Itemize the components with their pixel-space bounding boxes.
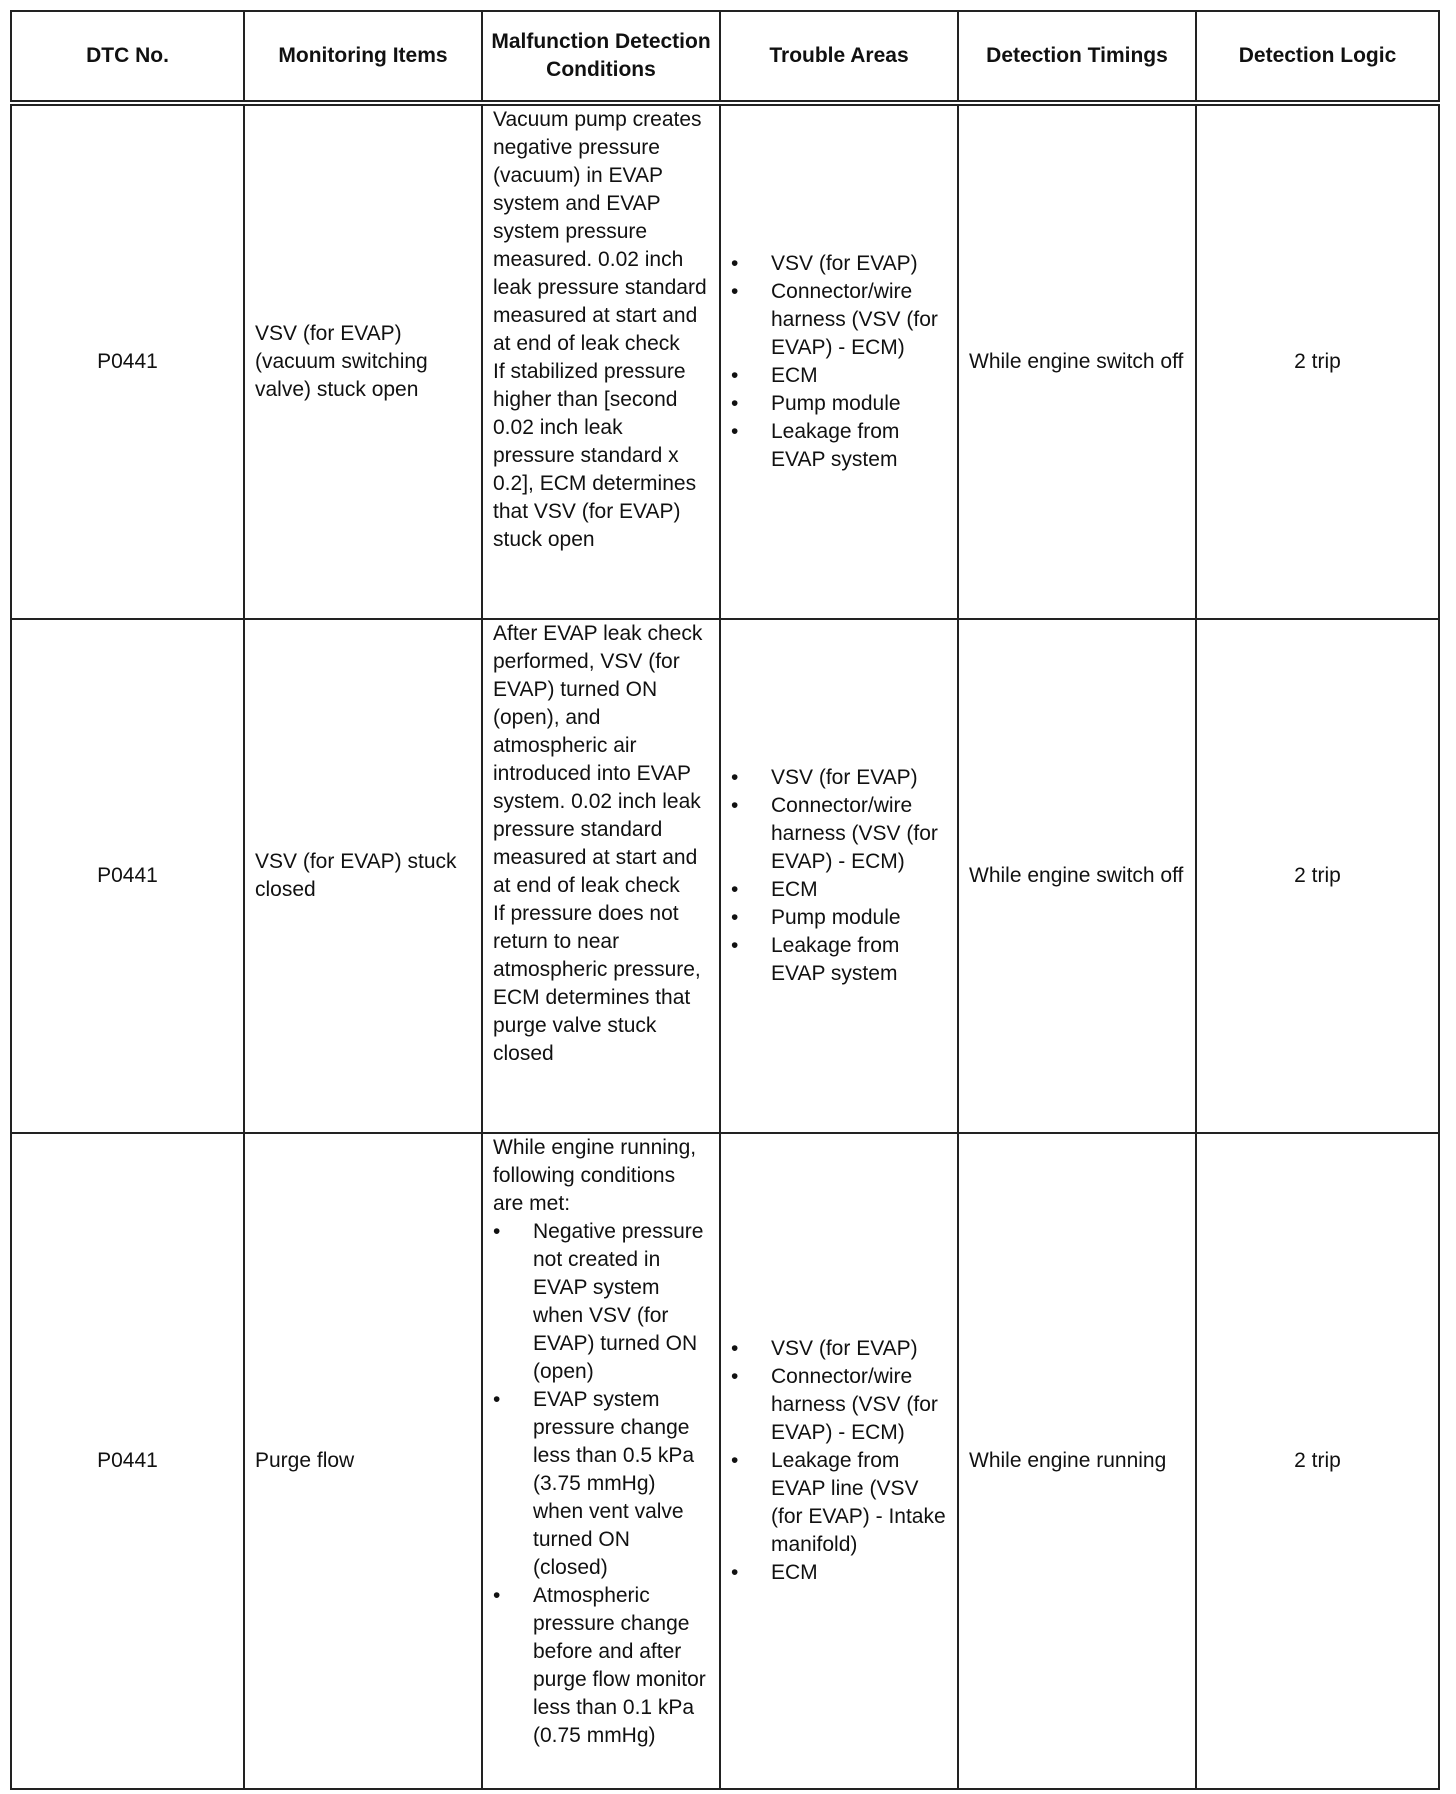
table-header-row — [11, 11, 1439, 103]
detection-timing-cell: While engine running — [958, 1133, 1196, 1789]
detection-logic-cell: 2 trip — [1196, 619, 1439, 1133]
list-item: • Leakage from EVAP system — [731, 932, 947, 988]
conditions-text: If pressure does not return to near atmospheric pressure, ECM determines that purge valve stuck closed — [493, 902, 701, 1065]
conditions-text: Vacuum pump creates negative pressure (vacuum) in EVAP system and EVAP system pressure measured. 0.02 inch leak pressure standard measured at start and at end of leak check — [493, 108, 707, 355]
header-trouble-areas: Trouble Areas — [720, 11, 958, 103]
list-item: • ECM — [731, 876, 947, 904]
monitoring-item-cell: VSV (for EVAP) stuck closed — [244, 619, 482, 1133]
detection-timing-cell: While engine switch off — [958, 619, 1196, 1133]
trouble-areas-list — [731, 250, 947, 474]
list-item: • Atmospheric pressure change before and after purge flow monitor less than 0.1 kPa (0.75 mmHg) — [493, 1582, 709, 1750]
list-item: • EVAP system pressure change less than 0.5 kPa (3.75 mmHg) when vent valve turned ON (closed) — [493, 1386, 709, 1582]
list-item: • VSV (for EVAP) — [731, 250, 947, 278]
dtc-table — [10, 10, 1440, 1790]
table-row — [11, 1133, 1439, 1789]
list-item: • Pump module — [731, 904, 947, 932]
detection-logic-cell: 2 trip — [1196, 103, 1439, 619]
list-item: • Leakage from EVAP system — [731, 418, 947, 474]
trouble-areas-cell — [720, 103, 958, 619]
list-item: • Connector/wire harness (VSV (for EVAP) - ECM) — [731, 1363, 947, 1447]
dtc-cell: P0441 — [11, 1133, 244, 1789]
conditions-cell — [482, 103, 720, 619]
dtc-cell: P0441 — [11, 103, 244, 619]
list-item: • VSV (for EVAP) — [731, 764, 947, 792]
header-malfunction-conditions: Malfunction Detection Conditions — [482, 11, 720, 103]
conditions-list — [493, 1218, 709, 1750]
conditions-text: After EVAP leak check performed, VSV (for EVAP) turned ON (open), and atmospheric air introduced into EVAP system. 0.02 inch leak pressure standard measured at start and at end of leak check — [493, 622, 703, 897]
dtc-cell: P0441 — [11, 619, 244, 1133]
header-detection-logic: Detection Logic — [1196, 11, 1439, 103]
trouble-areas-cell — [720, 1133, 958, 1789]
detection-timing-cell: While engine switch off — [958, 103, 1196, 619]
list-item: • Pump module — [731, 390, 947, 418]
list-item: • ECM — [731, 1559, 947, 1587]
header-dtc-no: DTC No. — [11, 11, 244, 103]
conditions-cell — [482, 619, 720, 1133]
trouble-areas-cell — [720, 619, 958, 1133]
list-item: • Connector/wire harness (VSV (for EVAP) - ECM) — [731, 792, 947, 876]
table-row — [11, 103, 1439, 619]
list-item: • Negative pressure not created in EVAP system when VSV (for EVAP) turned ON (open) — [493, 1218, 709, 1386]
list-item: • Leakage from EVAP line (VSV (for EVAP) - Intake manifold) — [731, 1447, 947, 1559]
header-monitoring-items: Monitoring Items — [244, 11, 482, 103]
list-item: • ECM — [731, 362, 947, 390]
list-item: • VSV (for EVAP) — [731, 1335, 947, 1363]
header-detection-timings: Detection Timings — [958, 11, 1196, 103]
list-item: • Connector/wire harness (VSV (for EVAP) - ECM) — [731, 278, 947, 362]
conditions-text: If stabilized pressure higher than [second 0.02 inch leak pressure standard x 0.2], ECM determines that VSV (for EVAP) stuck open — [493, 360, 697, 551]
conditions-cell — [482, 1133, 720, 1789]
monitoring-item-cell: VSV (for EVAP) (vacuum switching valve) stuck open — [244, 103, 482, 619]
detection-logic-cell: 2 trip — [1196, 1133, 1439, 1789]
conditions-text: While engine running, following conditions are met: — [493, 1136, 697, 1215]
trouble-areas-list — [731, 764, 947, 988]
table-row — [11, 619, 1439, 1133]
monitoring-item-cell: Purge flow — [244, 1133, 482, 1789]
trouble-areas-list — [731, 1335, 947, 1587]
